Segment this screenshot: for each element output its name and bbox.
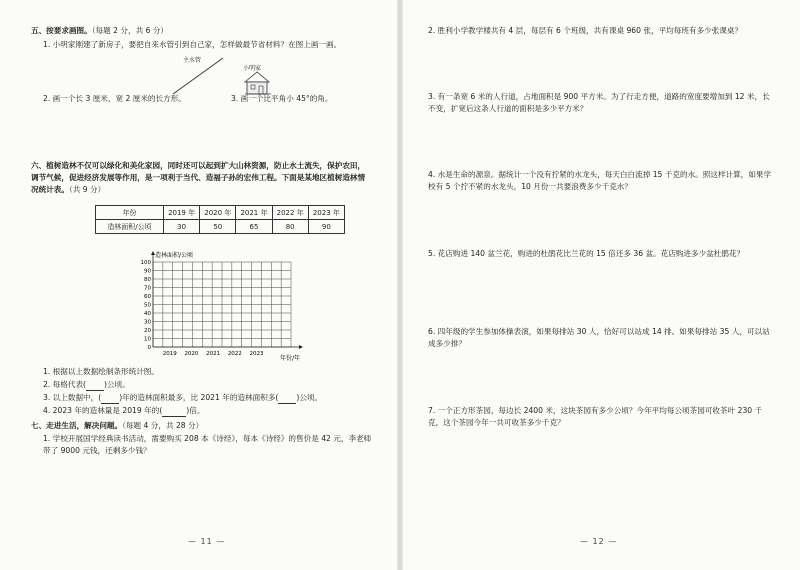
section6-intro: 六、植树造林不仅可以绿化和美化家园，同时还可以起到扩大山林资源，防止水土流失，保护农田，调节气候，促进经济发展等作用，是一项利于当代、造福子孙的宏伟工程。下面是某地区植树造林情况统计表。（共 9 分） xyxy=(31,161,366,194)
section6-q1: 1. 根据以上数据绘制条形统计图。 xyxy=(43,367,159,376)
table-cell: 90 xyxy=(308,220,344,234)
question-5: 5. 花店购进 140 盆兰花，购进的杜鹃花比兰花的 15 倍还多 36 盆。花店购进多少盆杜鹃花？ xyxy=(428,249,745,258)
answer-blank[interactable] xyxy=(278,396,296,404)
table-cell: 65 xyxy=(236,220,272,234)
grid-lines xyxy=(151,251,303,349)
answer-blank[interactable] xyxy=(101,396,119,404)
table-cell: 50 xyxy=(200,220,236,234)
page-number: — 11 — xyxy=(188,537,226,546)
section5-q1: 1. 小明家刚建了新房子，要把自来水管引到自己家，怎样做最节省材料？在图上画一画。 xyxy=(43,40,342,49)
x-tick-labels xyxy=(163,351,264,357)
answer-blank[interactable] xyxy=(86,383,104,391)
table-row xyxy=(96,206,345,220)
question-7: 7. 一个正方形茶园，每边长 2400 米，这块茶园有多少公顷？今年平均每公顷茶园可收茶叶 230 千克，这个茶园今年一共可收茶多少千克？ xyxy=(428,406,763,427)
house-label: 小明家 xyxy=(243,65,262,72)
pipe-label: 主水管 xyxy=(183,57,202,64)
y-tick-label: 70 xyxy=(144,285,151,292)
table-header-area: 造林面积/公顷 xyxy=(96,220,164,234)
afforestation-table xyxy=(95,205,345,234)
section5-heading: 五、按要求画图。（每题 2 分，共 6 分） xyxy=(31,26,169,35)
x-tick-label: 2022 xyxy=(227,351,242,357)
section6-q3: 3. 以上数据中，( )年的造林面积最多，比 2021 年的造林面积多( )公顷。 xyxy=(43,393,323,402)
question-4: 4. 水是生命的源泉。据统计一个没有拧紧的水龙头，每天白白流掉 15 千克的水。照这样计算，如果学校有 5 个拧不紧的水龙头，10 月份一共要浪费多少千克水？ xyxy=(428,170,772,191)
table-cell: 2022 年 xyxy=(272,206,308,220)
section7-q1: 1. 学校开展国学经典读书活动，需要购买 208 本《诗经》，每本《诗经》的售价是 42 元，李老师带了 9000 元钱，还剩多少钱？ xyxy=(43,434,372,455)
answer-blank[interactable] xyxy=(162,409,186,417)
y-tick-label: 40 xyxy=(144,311,151,317)
x-axis-arrow xyxy=(299,345,303,349)
section7-heading: 七、走进生活，解决问题。（每题 4 分，共 28 分） xyxy=(31,421,204,430)
y-tick-label: 50 xyxy=(144,302,151,309)
section6-q4: 4. 2023 年的造林量是 2019 年的( )倍。 xyxy=(43,406,205,415)
y-tick-label: 0 xyxy=(147,345,151,351)
y-tick-labels xyxy=(141,260,152,351)
bar-chart-grid[interactable] xyxy=(125,248,325,366)
table-cell: 80 xyxy=(272,220,308,234)
question-3: 3. 有一条宽 6 米的人行道，占地面积是 900 平方米。为了行走方便，道路的宽度要增加到 12 米，长不变，扩宽后这条人行道的面积是多少平方米？ xyxy=(428,92,770,113)
table-row xyxy=(96,220,345,234)
page-number: — 12 — xyxy=(580,537,618,546)
table-cell: 2019 年 xyxy=(164,206,200,220)
y-tick-label: 30 xyxy=(144,319,151,326)
table-cell: 30 xyxy=(164,220,200,234)
table-header-year: 年份 xyxy=(96,206,164,220)
x-tick-label: 2019 xyxy=(162,351,177,357)
table-cell: 2021 年 xyxy=(236,206,272,220)
section5-q3: 3. 画一个比平角小 45°的角。 xyxy=(231,94,333,103)
x-tick-label: 2020 xyxy=(184,351,199,357)
chart-ylabel: 造林面积/公顷 xyxy=(155,252,194,259)
y-tick-label: 80 xyxy=(144,277,151,283)
house-icon xyxy=(245,72,271,94)
y-tick-label: 100 xyxy=(140,260,151,266)
x-tick-label: 2023 xyxy=(249,351,264,357)
table-cell: 2020 年 xyxy=(200,206,236,220)
book-gutter xyxy=(397,0,403,570)
right-page xyxy=(400,0,800,570)
question-6: 6. 四年级的学生参加体操表演，如果每排站 30 人，恰好可以站成 14 排。如果每排站 35 人，可以站成多少排？ xyxy=(428,327,770,348)
x-tick-label: 2021 xyxy=(206,351,221,357)
question-2: 2. 胜利小学教学楼共有 4 层，每层有 6 个班级，共有课桌 960 张，平均每班有多少张课桌？ xyxy=(428,26,743,35)
chart-xlabel: 年份/年 xyxy=(280,355,301,362)
y-tick-label: 60 xyxy=(144,294,151,300)
table-cell: 2023 年 xyxy=(308,206,344,220)
section5-q2: 2. 画一个长 3 厘米，宽 2 厘米的长方形。 xyxy=(43,94,186,103)
y-tick-label: 20 xyxy=(144,328,151,334)
y-tick-label: 10 xyxy=(144,336,151,343)
y-tick-label: 90 xyxy=(144,268,151,275)
section6-q2: 2. 每格代表( )公顷。 xyxy=(43,380,130,389)
